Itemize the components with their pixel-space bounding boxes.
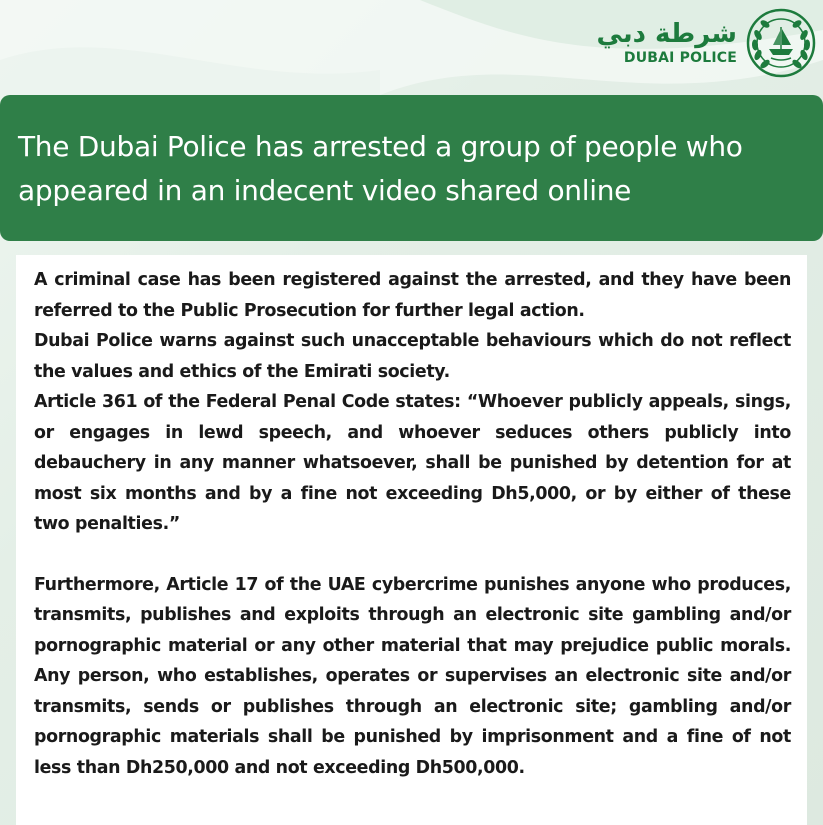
paragraph-article-17: Furthermore, Article 17 of the UAE cybercrime punishes anyone who produces, transmits, publishes and exploits through an electronic site gambling and/or pornographic material or any other material that may prejudice public morals. Any person, who establishes, operates or supervises an electronic site and/or transmits, sends or publishes through an electronic site; gambling and/or pornographic materials shall be punished by imprisonment and a fine of not less than Dh250,000 and not exceeding Dh500,000. <box>34 574 791 778</box>
logo-text <box>597 19 737 67</box>
dubai-police-logo <box>597 6 817 80</box>
headline-title: The Dubai Police has arrested a group of people who appeared in an indecent video shared online <box>18 130 743 207</box>
logo-arabic-name: شرطة دبي <box>596 19 737 49</box>
logo-english-name: DUBAI POLICE <box>623 50 737 66</box>
paragraph-spacer <box>34 540 791 570</box>
paragraph-article-361: Article 361 of the Federal Penal Code states: “Whoever publicly appeals, sings, or engages in lewd speech, and whoever seduces others publicly into debauchery in any manner whatsoever, shall be punished by detention for at most six months and by a fine not exceeding Dh5,000, or by either of these two penalties.” <box>34 392 791 534</box>
article-body <box>16 255 807 825</box>
headline-banner <box>0 95 823 241</box>
paragraph-police-warning: Dubai Police warns against such unacceptable behaviours which do not reflect the values and ethics of the Emirati society. <box>34 331 791 382</box>
dubai-police-emblem-icon <box>745 7 817 79</box>
paragraph-case-registered: A criminal case has been registered against the arrested, and they have been referred to the Public Prosecution for further legal action. <box>34 270 791 321</box>
